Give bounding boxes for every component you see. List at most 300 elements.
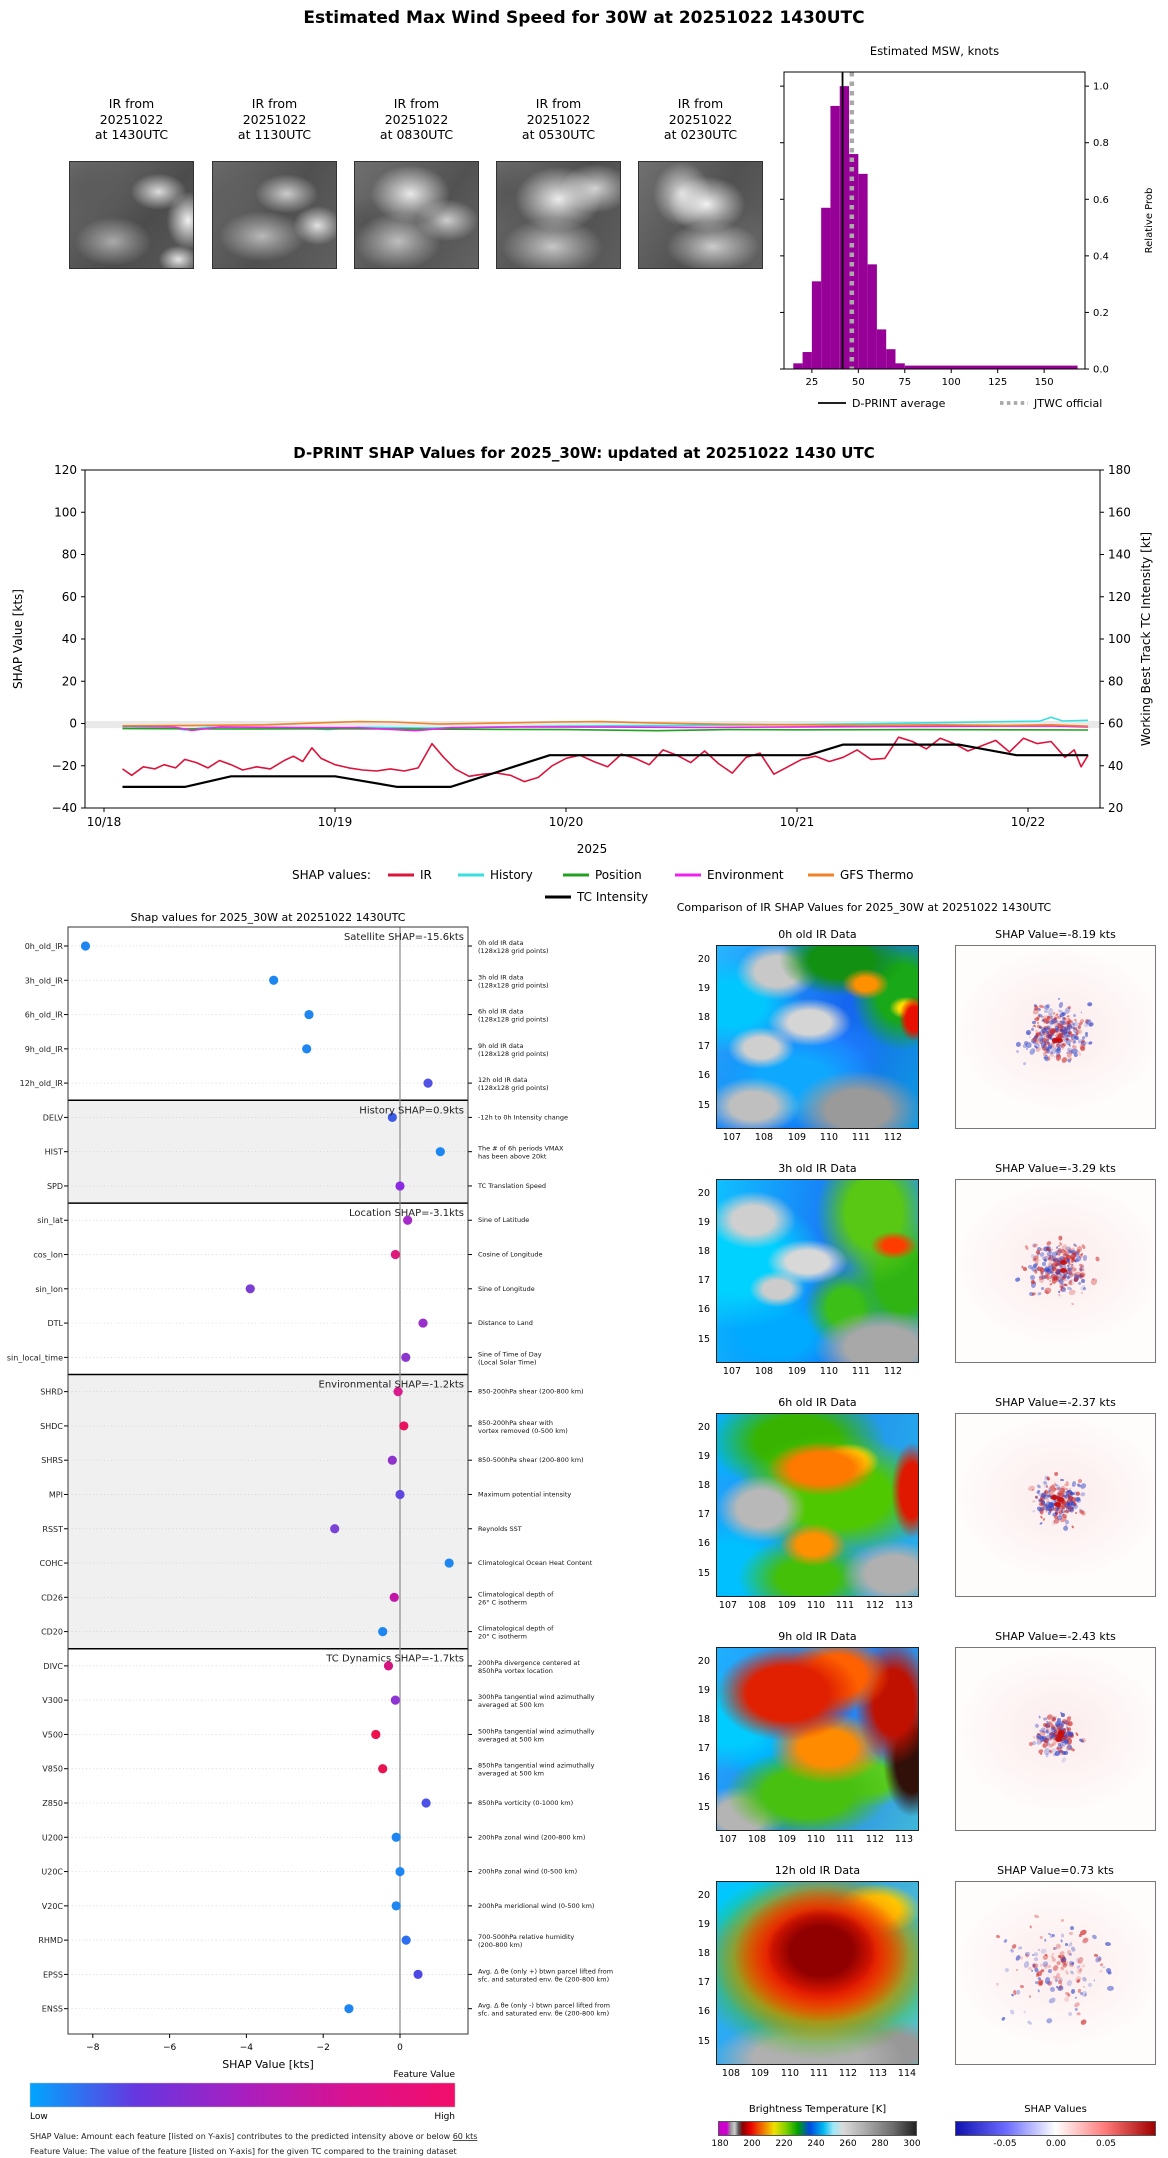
map-lon-tick-label: 109 — [787, 1366, 807, 1377]
map-lon-tick-label: 111 — [809, 2068, 829, 2079]
section-label: Environmental SHAP=-1.2kts — [318, 1379, 464, 1391]
shap-speckle — [1059, 1236, 1063, 1241]
shap-speckle — [1107, 1986, 1114, 1991]
ytick-label: 0.0 — [1093, 364, 1109, 376]
map-lat-tick-label: 15 — [697, 1568, 710, 1579]
feature-label: EPSS — [42, 1970, 63, 1980]
shap-speckle — [1103, 1967, 1106, 1969]
feature-description: (200-800 km) — [478, 1941, 523, 1950]
shap-dot-9h_old_IR — [302, 1044, 311, 1053]
ytick-label: 140 — [1108, 547, 1131, 562]
shap-speckle — [1033, 1957, 1039, 1963]
feature-description: TC Translation Speed — [478, 1181, 547, 1190]
ytick-label: 20 — [61, 674, 77, 689]
feature-label: sin_lat — [37, 1216, 63, 1226]
shap-dot-DTL — [418, 1318, 427, 1327]
section-shading — [68, 1375, 468, 1649]
ytick-label: 20 — [1108, 801, 1124, 815]
feature-description: Sine of Latitude — [478, 1216, 530, 1225]
shap-speckle — [1081, 1292, 1083, 1294]
shap-speckle — [1019, 1946, 1023, 1949]
shap-noise-panel — [955, 1179, 1156, 1363]
shap-speckle — [1081, 1936, 1089, 1944]
shap-dot-V300 — [391, 1696, 400, 1705]
map-lat-tick-label: 15 — [697, 2036, 710, 2047]
feature-description: sfc. and saturated env. θe (200-800 km) — [478, 2009, 610, 2018]
feature-description: 850-200hPa shear with — [478, 1418, 553, 1427]
shap-speckle — [1079, 1934, 1082, 1937]
feature-description: 850-200hPa shear (200-800 km) — [478, 1387, 584, 1396]
comparison-row — [560, 1864, 1168, 2098]
map-lat-tick-label: 16 — [697, 2006, 710, 2017]
shap-speckle — [996, 1983, 999, 1986]
comparison-row — [560, 1162, 1168, 1396]
feature-label: HIST — [44, 1147, 63, 1157]
ir-map-title: 3h old IR Data — [778, 1162, 857, 1175]
shap-speckle — [1070, 1025, 1074, 1029]
xtick-label: 10/20 — [548, 815, 584, 829]
comparison-title: Comparison of IR SHAP Values for 2025_30W at 20251022 1430UTC — [676, 901, 1052, 914]
feature-description: 850hPa vortex location — [478, 1666, 553, 1675]
shap-speckle — [1063, 1996, 1070, 2003]
shap-speckle — [1001, 2017, 1006, 2022]
map-lon-tick-label: 114 — [897, 2068, 917, 2079]
ytick-label: 60 — [61, 589, 77, 604]
ytick-label: 40 — [1108, 758, 1124, 773]
shap-speckle — [1034, 1723, 1040, 1729]
feature-description: 9h old IR data — [478, 1041, 524, 1050]
shap-speckle — [1100, 1970, 1103, 1973]
xtick-label: 10/18 — [86, 815, 122, 829]
feature-label: ENSS — [41, 2004, 63, 2014]
colorbar-low-label: Low — [30, 2112, 48, 2122]
shap-speckle — [1073, 1014, 1076, 1017]
shap-speckle — [1070, 1303, 1074, 1307]
comparison-row — [560, 1396, 1168, 1630]
feature-label: V850 — [42, 1764, 63, 1774]
feature-label: Z850 — [42, 1799, 63, 1808]
ir-thumbnail-image — [496, 161, 621, 269]
shap-speckle — [1046, 2017, 1053, 2024]
ir-thumbnail-image — [69, 161, 194, 269]
feature-description: Avg. Δ θe (only +) btwn parcel lifted from — [478, 1967, 614, 1976]
shap-speckle — [1052, 1964, 1059, 1972]
ir-thumbnail-label: IR from 20251022 at 0530UTC — [521, 96, 596, 143]
shap-speckle — [1083, 1985, 1086, 1988]
shap-speckle — [1067, 1980, 1073, 1987]
map-lon-tick-label: 110 — [819, 1132, 839, 1143]
shap-speckle — [1010, 2009, 1015, 2015]
map-lat-tick-label: 18 — [697, 1246, 710, 1257]
shap-speckle — [1033, 1951, 1038, 1956]
map-lon-tick-label: 108 — [747, 1834, 767, 1845]
map-lon-tick-label: 112 — [865, 1600, 885, 1611]
ytick-label: 0.6 — [1093, 194, 1109, 206]
shap-speckle — [1016, 1990, 1020, 1995]
shap-speckle — [1081, 1976, 1087, 1982]
feature-description: vortex removed (0-500 km) — [478, 1426, 568, 1435]
ytick-label: 0.2 — [1093, 307, 1109, 319]
x-axis-label: SHAP Value [kts] — [222, 2058, 314, 2071]
shap-speckle — [1075, 1512, 1078, 1515]
shap-speckle — [1071, 1480, 1076, 1486]
map-lon-tick-label: 108 — [721, 2068, 741, 2079]
shap-speckle — [1023, 2011, 1025, 2014]
feature-description: 300hPa tangential wind azimuthally — [478, 1693, 595, 1702]
shap-speckle-bold — [1056, 1038, 1063, 1043]
legend-label: D-PRINT average — [852, 397, 946, 410]
feature-label: RSST — [42, 1524, 63, 1534]
shap-speckle — [1059, 1487, 1064, 1492]
ir-thumbnail-image — [354, 161, 479, 269]
map-lon-tick-label: 111 — [851, 1132, 871, 1143]
feature-label: V20C — [41, 1901, 63, 1911]
map-lat-tick-label: 17 — [697, 1977, 710, 1988]
shap-speckle — [1062, 1048, 1064, 1051]
shap-dot-Z850 — [422, 1798, 431, 1807]
feature-description: The # of 6h periods VMAX — [478, 1144, 564, 1153]
xtick-label: 25 — [805, 377, 819, 388]
shap-dot-ENSS — [344, 2004, 353, 2013]
shap-dot-cos_lon — [391, 1250, 400, 1259]
shap-speckle — [1030, 1925, 1033, 1929]
map-lat-tick-label: 18 — [697, 1480, 710, 1491]
shap-speckle — [1033, 1510, 1036, 1513]
shap-speckle — [1029, 1036, 1031, 1038]
shap-dot-RSST — [330, 1524, 339, 1533]
map-lon-tick-label: 109 — [777, 1600, 797, 1611]
shap-speckle — [1039, 1522, 1043, 1525]
ir-map-title: 6h old IR Data — [778, 1396, 857, 1409]
map-lat-tick-label: 19 — [697, 1919, 710, 1930]
map-lon-tick-label: 109 — [777, 1834, 797, 1845]
shap-speckle — [1058, 1979, 1062, 1983]
ir-map — [716, 1413, 919, 1597]
feature-description: Sine of Time of Day — [478, 1350, 542, 1359]
feature-description: has been above 20kt — [478, 1152, 547, 1161]
bt-colorbar — [718, 2121, 917, 2136]
ytick-label: 0 — [69, 716, 77, 731]
shap-speckle — [1031, 1028, 1034, 1031]
shap-speckle — [1049, 1986, 1056, 1993]
feature-description: Maximum potential intensity — [478, 1490, 572, 1499]
ytick-label: 40 — [61, 632, 77, 646]
ir-thumbnail — [69, 96, 194, 269]
shap-speckle — [1061, 1919, 1065, 1922]
feature-description: averaged at 500 km — [478, 1701, 544, 1710]
feature-description: 200hPa zonal wind (0-500 km) — [478, 1867, 578, 1876]
shap-speckle — [1087, 1002, 1092, 1006]
legend-label: Environment — [707, 868, 784, 882]
ytick-label: 80 — [61, 547, 77, 562]
feature-description: Reynolds SST — [478, 1524, 522, 1533]
shap-speckle — [1066, 1058, 1071, 1063]
ytick-label: 100 — [54, 505, 77, 520]
right-axis-label: Working Best Track TC Intensity [kt] — [1139, 531, 1153, 747]
shap-speckle — [1091, 1934, 1097, 1940]
shap-dot-EPSS — [413, 1970, 422, 1979]
shap-speckle — [1066, 1038, 1069, 1040]
shap-speckle — [1037, 1989, 1040, 1993]
shap-dot-CD26 — [390, 1593, 399, 1602]
bt-colorbar-tick: 220 — [775, 2139, 793, 2149]
feature-description: 500hPa tangential wind azimuthally — [478, 1727, 595, 1736]
feature-label: DTL — [47, 1319, 63, 1329]
shap-dot-V500 — [371, 1730, 380, 1739]
map-lon-tick-label: 111 — [835, 1834, 855, 1845]
feature-description: -12h to 0h Intensity change — [478, 1113, 568, 1122]
shap-speckle — [1051, 1933, 1055, 1937]
ir-map-title: 0h old IR Data — [778, 928, 857, 941]
shap-dot-V20C — [392, 1901, 401, 1910]
map-lat-tick-label: 16 — [697, 1070, 710, 1081]
ir-map-title: 12h old IR Data — [774, 1864, 861, 1877]
map-lat-tick-label: 17 — [697, 1275, 710, 1286]
ytick-label: −40 — [51, 801, 77, 815]
feature-description: (128x128 grid points) — [478, 1084, 549, 1093]
shap-speckle — [1015, 1277, 1021, 1282]
map-lat-tick-label: 20 — [697, 1656, 710, 1667]
legend-title: SHAP values: — [292, 868, 371, 882]
map-lat-tick-label: 18 — [697, 1012, 710, 1023]
ytick-label: 180 — [1108, 463, 1131, 477]
map-lon-tick-label: 112 — [883, 1366, 903, 1377]
shap-speckle — [1047, 1968, 1051, 1973]
map-lat-tick-label: 20 — [697, 1422, 710, 1433]
shap-speckle — [1045, 1019, 1050, 1023]
map-lon-tick-label: 111 — [851, 1366, 871, 1377]
shap-speckle — [1083, 1255, 1088, 1261]
feature-description: 200hPa zonal wind (200-800 km) — [478, 1833, 586, 1842]
shap-speckle — [1087, 1982, 1093, 1988]
shap-speckle — [1044, 1290, 1049, 1295]
map-lat-tick-label: 20 — [697, 1188, 710, 1199]
legend-label: History — [490, 868, 533, 882]
shap-speckle — [1046, 1240, 1052, 1246]
shap-speckle — [1061, 1756, 1067, 1763]
map-lon-tick-label: 110 — [806, 1834, 826, 1845]
feature-description: 200hPa meridional wind (0-500 km) — [478, 1901, 595, 1910]
ytick-label: 0.8 — [1093, 138, 1109, 150]
comparison-row — [560, 928, 1168, 1162]
shap-speckle — [1050, 1956, 1053, 1959]
shap-speckle — [1034, 1270, 1038, 1274]
shap-speckle — [1043, 1517, 1046, 1520]
shap-speckle — [1061, 1934, 1064, 1938]
feature-description: 20° C isotherm — [478, 1632, 527, 1641]
shap-speckle — [1025, 1952, 1030, 1957]
shap-speckle — [1036, 1484, 1041, 1489]
shap-speckle — [1024, 1244, 1029, 1250]
feature-description: averaged at 500 km — [478, 1769, 544, 1778]
map-lat-tick-label: 16 — [697, 1304, 710, 1315]
xtick-label: −4 — [239, 2043, 254, 2053]
feature-label: RHMD — [38, 1936, 63, 1946]
shap-speckle — [1026, 1048, 1029, 1050]
map-lon-tick-label: 107 — [718, 1834, 738, 1845]
shap-panel-title: SHAP Value=-8.19 kts — [995, 928, 1116, 941]
xtick-label: −2 — [316, 2043, 330, 2053]
shap-speckle — [1004, 1967, 1009, 1972]
feature-description: (128x128 grid points) — [478, 981, 549, 990]
left-axis-label: SHAP Value [kts] — [11, 589, 25, 689]
shap-dot-MPI — [395, 1490, 404, 1499]
xtick-label: 100 — [941, 377, 961, 388]
shap-speckle — [1080, 2018, 1088, 2026]
feature-description: 6h old IR data — [478, 1007, 524, 1016]
shap-speckle — [1060, 1479, 1064, 1481]
ytick-label: 120 — [1108, 589, 1131, 604]
feature-description: (128x128 grid points) — [478, 947, 549, 955]
shap-speckle — [1039, 1276, 1041, 1278]
map-lon-tick-label: 112 — [838, 2068, 858, 2079]
feature-label: U200 — [41, 1833, 63, 1843]
shap-speckle — [1088, 1041, 1092, 1045]
ir-map — [716, 1647, 919, 1831]
shap-speckle — [1057, 997, 1060, 1000]
shap-speckle — [1019, 1956, 1023, 1960]
shap-speckle — [1075, 1497, 1080, 1502]
shap-dot-SHDC — [399, 1421, 408, 1430]
shap-speckle — [1028, 1485, 1036, 1492]
feature-label: 0h_old_IR — [24, 942, 63, 951]
shap-speckle — [1070, 1525, 1074, 1529]
map-lon-tick-label: 107 — [722, 1132, 742, 1143]
shap-speckle — [1068, 1952, 1072, 1956]
shap-dot-SHRS — [388, 1456, 397, 1465]
feature-label: CD26 — [41, 1593, 63, 1603]
bt-colorbar-tick: 200 — [743, 2139, 761, 2149]
feature-description: Climatological depth of — [478, 1624, 554, 1633]
shap-speckle — [1080, 1012, 1082, 1015]
shap-speckle — [995, 1935, 1000, 1939]
map-lon-tick-label: 110 — [806, 1600, 826, 1611]
bt-colorbar-title: Brightness Temperature [K] — [748, 2104, 887, 2115]
map-lat-tick-label: 17 — [697, 1743, 710, 1754]
ir-thumbnail — [212, 96, 337, 269]
shap-speckle — [1060, 1939, 1063, 1943]
shap-speckle — [1076, 1245, 1081, 1252]
feature-description: 200hPa divergence centered at — [478, 1658, 580, 1667]
feature-label: DELV — [42, 1113, 63, 1123]
feature-label: U20C — [41, 1867, 63, 1877]
msw-histogram-chart — [700, 40, 1168, 420]
ir-thumbnail-label: IR from 20251022 at 0230UTC — [663, 96, 738, 143]
ytick-label: 80 — [1108, 674, 1124, 689]
feature-description: 850hPa vorticity (0-1000 km) — [478, 1799, 574, 1807]
shap-colorbar-tick: 0.05 — [1095, 2139, 1117, 2149]
ir-thumbnail — [496, 96, 621, 269]
xtick-label: 10/21 — [779, 815, 815, 829]
xtick-label: 150 — [1034, 377, 1054, 388]
shap-speckle — [1020, 1985, 1024, 1988]
feature-label: V300 — [42, 1696, 63, 1706]
feature-label: DIVC — [43, 1661, 63, 1671]
section-label: History SHAP=0.9kts — [359, 1105, 464, 1117]
feature-label: SHRD — [40, 1387, 63, 1397]
shap-speckle — [1035, 1017, 1040, 1021]
shap-speckle — [1029, 1995, 1032, 1998]
feature-label: cos_lon — [33, 1250, 63, 1260]
colorbar-high-label: High — [434, 2112, 455, 2122]
shap-speckle — [1027, 2020, 1033, 2026]
shap-speckle — [1090, 1277, 1098, 1286]
xtick-label: 75 — [898, 377, 912, 388]
feature-description: (128x128 grid points) — [478, 1049, 549, 1058]
map-lat-tick-label: 18 — [697, 1714, 710, 1725]
shap-speckle — [1015, 1041, 1022, 1048]
ir-thumbnail-label: IR from 20251022 at 1430UTC — [94, 96, 169, 143]
shap-speckle — [1037, 1291, 1042, 1296]
shap-speckle — [1081, 1244, 1086, 1250]
shap-speckle — [1032, 1500, 1035, 1502]
map-lat-tick-label: 17 — [697, 1509, 710, 1520]
ir-map — [716, 945, 919, 1129]
dotplot-title: Shap values for 2025_30W at 20251022 1430UTC — [130, 911, 406, 924]
shap-speckle — [1081, 1964, 1085, 1968]
feature-description: 26° C isotherm — [478, 1598, 527, 1607]
shap-speckle — [1075, 1732, 1079, 1736]
histogram-title: Estimated MSW, knots — [869, 44, 1000, 58]
map-lat-tick-label: 18 — [697, 1948, 710, 1959]
shap-speckle — [1070, 1926, 1075, 1931]
feature-description: Avg. Δ θe (only -) btwn parcel lifted from — [478, 2001, 610, 2010]
shap-speckle — [1081, 1991, 1088, 1998]
shap-speckle-bold — [1057, 1733, 1064, 1738]
shap-speckle — [1077, 1956, 1084, 1964]
shap-speckle — [1058, 1002, 1064, 1009]
ir-comparison-panel — [560, 895, 1168, 2158]
series-position — [123, 729, 1089, 731]
feature-description: 850hPa tangential wind azimuthally — [478, 1761, 595, 1770]
map-lon-tick-label: 108 — [754, 1132, 774, 1143]
map-lat-tick-label: 15 — [697, 1100, 710, 1111]
feature-description: Cosine of Longitude — [478, 1250, 543, 1259]
feature-description: 700-500hPa relative humidity — [478, 1933, 575, 1942]
shap-speckle — [1037, 1979, 1045, 1987]
map-lon-tick-label: 113 — [868, 2068, 888, 2079]
shap-colorbar-tick: -0.05 — [993, 2139, 1017, 2149]
shap-speckle — [1094, 1980, 1096, 1983]
feature-description: Sine of Longitude — [478, 1284, 535, 1293]
feature-label: CD20 — [41, 1627, 63, 1637]
shap-speckle — [1042, 1261, 1046, 1265]
shap-colorbar-title: SHAP Values — [1024, 2104, 1087, 2115]
feature-description: (128x128 grid points) — [478, 1015, 549, 1024]
shap-speckle — [1068, 2012, 1073, 2017]
map-lon-tick-label: 107 — [722, 1366, 742, 1377]
feature-label: sin_local_time — [6, 1353, 63, 1363]
feature-label: V500 — [42, 1730, 63, 1740]
map-lon-tick-label: 110 — [780, 2068, 800, 2079]
comparison-row — [560, 1630, 1168, 1864]
map-lat-tick-label: 15 — [697, 1802, 710, 1813]
shap-speckle — [1068, 1289, 1075, 1295]
xtick-label: −8 — [86, 2043, 100, 2053]
shap-noise-panel — [955, 1647, 1156, 1831]
shap-speckle — [1036, 1033, 1039, 1036]
map-lon-tick-label: 112 — [865, 1834, 885, 1845]
shap-speckle — [1043, 1748, 1049, 1755]
map-lon-tick-label: 109 — [750, 2068, 770, 2079]
shap-panel-title: SHAP Value=0.73 kts — [997, 1864, 1114, 1877]
shap-speckle — [1003, 1939, 1008, 1944]
shap-speckle — [1058, 1293, 1061, 1296]
map-lon-tick-label: 107 — [718, 1600, 738, 1611]
feature-description: (Local Solar Time) — [478, 1358, 537, 1367]
map-lat-tick-label: 19 — [697, 1217, 710, 1228]
page-title: Estimated Max Wind Speed for 30W at 20251022 1430UTC — [303, 8, 865, 28]
